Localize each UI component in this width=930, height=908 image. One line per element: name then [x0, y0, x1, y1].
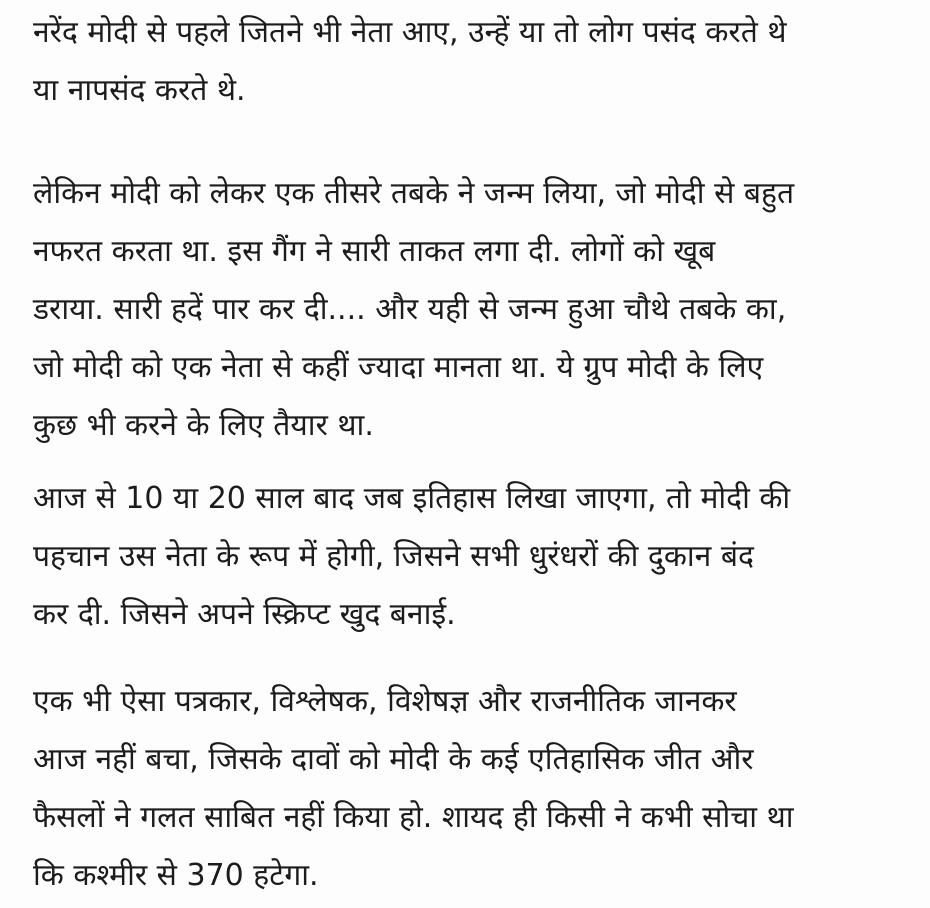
paragraph-1	[33, 4, 913, 120]
paragraph-2-line-2: नफरत करता था. इस गैंग ने सारी ताकत लगा दी. लोगों को खूब	[33, 234, 716, 269]
paragraph-4-line-4: कि कश्मीर से 370 हटेगा.	[33, 858, 319, 893]
paragraph-1-line-2: या नापसंद करते थे.	[33, 73, 246, 108]
paragraph-3-line-1: आज से 10 या 20 साल बाद जब इतिहास लिखा जाएगा, तो मोदी की	[33, 481, 791, 516]
paragraph-1-line-1: नरेंद मोदी से पहले जितने भी नेता आए, उन्हें या तो लोग पसंद करते थे	[33, 15, 787, 50]
paragraph-4-line-1: एक भी ऐसा पत्रकार, विश्लेषक, विशेषज्ञ और राजनीतिक जानकर	[33, 684, 737, 719]
paragraph-2	[33, 165, 913, 455]
paragraph-4-line-3: फैसलों ने गलत साबित नहीं किया हो. शायद ही किसी ने कभी सोचा था	[33, 800, 794, 835]
paragraph-2-line-4: जो मोदी को एक नेता से कहीं ज्यादा मानता था. ये ग्रुप मोदी के लिए	[33, 350, 764, 385]
paragraph-2-line-5: कुछ भी करने के लिए तैयार था.	[33, 408, 374, 443]
paragraph-2-line-3: डराया. सारी हदें पार कर दी.... और यही से जन्म हुआ चौथे तबके का,	[33, 292, 787, 327]
paragraph-2-line-1: लेकिन मोदी को लेकर एक तीसरे तबके ने जन्म लिया, जो मोदी से बहुत	[33, 176, 795, 211]
paragraph-4-line-2: आज नहीं बचा, जिसके दावों को मोदी के कई एतिहासिक जीत और	[33, 742, 754, 777]
paragraph-3	[33, 470, 913, 644]
paragraph-3-line-3: कर दी. जिसने अपने स्क्रिप्ट खुद बनाई.	[33, 597, 456, 632]
paragraph-3-line-2: पहचान उस नेता के रूप में होगी, जिसने सभी धुरंधरों की दुकान बंद	[33, 539, 754, 574]
paragraph-4	[33, 673, 913, 905]
